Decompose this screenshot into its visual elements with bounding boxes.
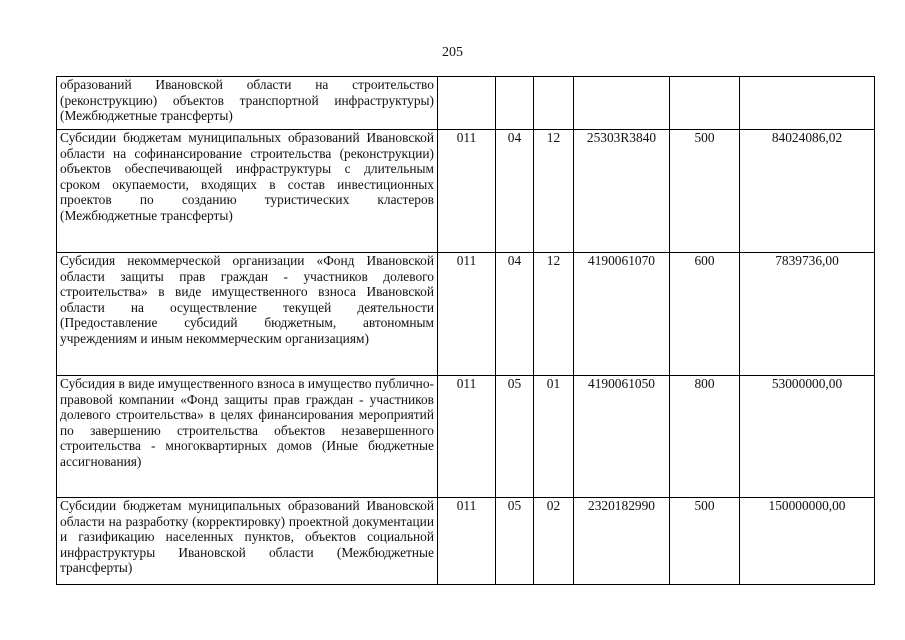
section-code-cell: 04 [496, 130, 534, 253]
section-code-cell: 04 [496, 253, 534, 376]
amount-cell: 84024086,02 [740, 130, 875, 253]
subsection-code-cell: 01 [534, 376, 574, 498]
expense-name-cell: Субсидии бюджетам муниципальных образований Ивановской области на разработку (корректировку) проектной документации и газификацию населенных пунктов, объектов социальной инфраструктуры Ивановской области (Межбюджетные трансферты) [57, 498, 438, 585]
expense-type-cell: 500 [670, 498, 740, 585]
table-row [57, 498, 875, 585]
ministry-code-cell [438, 77, 496, 130]
table-row [57, 253, 875, 376]
target-article-cell: 4190061050 [574, 376, 670, 498]
table-row [57, 376, 875, 498]
ministry-code-cell: 011 [438, 376, 496, 498]
expense-name-cell: Субсидии бюджетам муниципальных образований Ивановской области на софинансирование строительства (реконструкции) объектов обеспечивающей инфраструктуры с длительным сроком окупаемости, входящих в состав инвестиционных проектов по созданию туристических кластеров (Межбюджетные трансферты) [57, 130, 438, 253]
expense-type-cell [670, 77, 740, 130]
ministry-code-cell: 011 [438, 498, 496, 585]
amount-cell: 7839736,00 [740, 253, 875, 376]
table-row [57, 130, 875, 253]
subsection-code-cell [534, 77, 574, 130]
section-code-cell: 05 [496, 498, 534, 585]
expense-name-cell: Субсидия некоммерческой организации «Фонд Ивановской области защиты прав граждан - участников долевого строительства» в виде имущественного взноса Ивановской области на осуществление текущей деятельности (Предоставление субсидий бюджетным, автономным учреждениям и иным некоммерческим организациям) [57, 253, 438, 376]
budget-table [56, 76, 875, 585]
subsection-code-cell: 02 [534, 498, 574, 585]
target-article-cell [574, 77, 670, 130]
amount-cell: 53000000,00 [740, 376, 875, 498]
amount-cell: 150000000,00 [740, 498, 875, 585]
section-code-cell: 05 [496, 376, 534, 498]
target-article-cell: 4190061070 [574, 253, 670, 376]
ministry-code-cell: 011 [438, 130, 496, 253]
subsection-code-cell: 12 [534, 253, 574, 376]
subsection-code-cell: 12 [534, 130, 574, 253]
expense-type-cell: 500 [670, 130, 740, 253]
amount-cell [740, 77, 875, 130]
target-article-cell: 2320182990 [574, 498, 670, 585]
section-code-cell [496, 77, 534, 130]
page-number: 205 [442, 45, 463, 60]
expense-type-cell: 600 [670, 253, 740, 376]
table-row [57, 77, 875, 130]
expense-name-cell: образований Ивановской области на строительство (реконструкцию) объектов транспортной инфраструктуры) (Межбюджетные трансферты) [57, 77, 438, 130]
expense-type-cell: 800 [670, 376, 740, 498]
target-article-cell: 25303R3840 [574, 130, 670, 253]
ministry-code-cell: 011 [438, 253, 496, 376]
expense-name-cell: Субсидия в виде имущественного взноса в имущество публично-правовой компании «Фонд защиты прав граждан - участников долевого строительства» в целях финансирования мероприятий по завершению строительства объектов незавершенного строительства - многоквартирных домов (Иные бюджетные ассигнования) [57, 376, 438, 498]
